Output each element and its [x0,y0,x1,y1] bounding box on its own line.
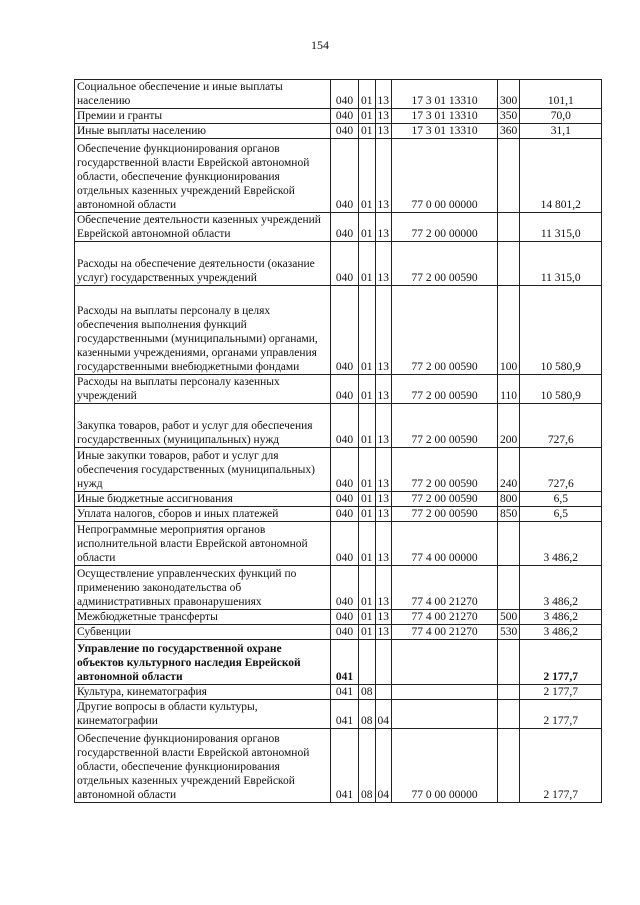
row-expense-type-cell: 530 [498,625,520,640]
row-target-item-cell: 77 2 00 00590 [392,375,498,404]
row-name-cell: Культура, кинематография [75,685,331,700]
table-row [75,685,602,700]
table-row [75,109,602,124]
row-ved-cell: 040 [331,522,359,566]
row-name-cell: Закупка товаров, работ и услуг для обеспечения государственных (муниципальных) нужд [75,404,331,448]
row-expense-type-cell: 360 [498,124,520,139]
row-subsection-cell: 04 [375,700,392,729]
row-amount-cell: 101,1 [520,80,602,109]
row-target-item-cell: 77 2 00 00000 [392,213,498,242]
row-expense-type-cell: 110 [498,375,520,404]
budget-table [74,79,602,803]
table-row [75,286,602,375]
row-section-cell [359,640,376,685]
row-ved-cell: 041 [331,700,359,729]
row-expense-type-cell: 240 [498,448,520,492]
row-expense-type-cell: 350 [498,109,520,124]
row-amount-cell: 3 486,2 [520,625,602,640]
table-row [75,507,602,522]
table-row [75,448,602,492]
row-subsection-cell: 13 [375,139,392,213]
row-target-item-cell: 77 2 00 00590 [392,507,498,522]
row-section-cell: 01 [359,139,376,213]
row-name-cell: Обеспечение функционирования органов государственной власти Еврейской автономной области, обеспечение функционирования отдельных казенных учреждений Еврейской автономной области [75,139,331,213]
row-expense-type-cell: 500 [498,610,520,625]
row-ved-cell: 041 [331,685,359,700]
row-amount-cell: 2 177,7 [520,685,602,700]
row-target-item-cell: 77 4 00 21270 [392,566,498,610]
table-row [75,375,602,404]
row-ved-cell: 041 [331,729,359,803]
row-target-item-cell: 77 2 00 00590 [392,404,498,448]
row-expense-type-cell [498,139,520,213]
row-amount-cell: 3 486,2 [520,522,602,566]
row-target-item-cell: 77 4 00 21270 [392,625,498,640]
row-ved-cell: 040 [331,448,359,492]
row-amount-cell: 6,5 [520,492,602,507]
row-amount-cell: 2 177,7 [520,700,602,729]
row-name-cell: Обеспечение функционирования органов государственной власти Еврейской автономной области, обеспечение функционирования отдельных казенных учреждений Еврейской автономной области [75,729,331,803]
row-section-cell: 01 [359,610,376,625]
row-target-item-cell: 77 4 00 00000 [392,522,498,566]
row-target-item-cell: 17 3 01 13310 [392,109,498,124]
row-name-cell: Расходы на выплаты персоналу казенных учреждений [75,375,331,404]
row-name-cell: Управление по государственной охране объектов культурного наследия Еврейской автономной области [75,640,331,685]
table-row [75,625,602,640]
row-ved-cell: 040 [331,507,359,522]
row-section-cell: 01 [359,80,376,109]
row-amount-cell: 11 315,0 [520,242,602,286]
row-name-cell: Обеспечение деятельности казенных учреждений Еврейской автономной области [75,213,331,242]
table-row [75,700,602,729]
row-subsection-cell: 13 [375,492,392,507]
row-name-cell: Субвенции [75,625,331,640]
table-row [75,404,602,448]
row-name-cell: Премии и гранты [75,109,331,124]
row-section-cell: 01 [359,566,376,610]
row-ved-cell: 040 [331,492,359,507]
row-amount-cell: 2 177,7 [520,729,602,803]
page-number: 154 [311,38,329,52]
row-subsection-cell: 13 [375,566,392,610]
row-subsection-cell: 13 [375,124,392,139]
row-expense-type-cell [498,566,520,610]
row-target-item-cell: 77 2 00 00590 [392,448,498,492]
row-target-item-cell [392,700,498,729]
row-ved-cell: 040 [331,566,359,610]
row-expense-type-cell: 800 [498,492,520,507]
row-name-cell: Осуществление управленческих функций по применению законодательства об административных правонарушениях [75,566,331,610]
row-target-item-cell [392,640,498,685]
row-amount-cell: 14 801,2 [520,139,602,213]
table-row [75,242,602,286]
row-subsection-cell: 13 [375,610,392,625]
row-target-item-cell: 17 3 01 13310 [392,80,498,109]
row-expense-type-cell: 850 [498,507,520,522]
row-section-cell: 01 [359,404,376,448]
row-amount-cell: 11 315,0 [520,213,602,242]
row-amount-cell: 31,1 [520,124,602,139]
row-ved-cell: 040 [331,625,359,640]
row-name-cell: Другие вопросы в области культуры, кинематографии [75,700,331,729]
row-subsection-cell: 13 [375,80,392,109]
row-expense-type-cell [498,640,520,685]
row-name-cell: Иные бюджетные ассигнования [75,492,331,507]
row-section-cell: 01 [359,492,376,507]
row-ved-cell: 040 [331,124,359,139]
row-subsection-cell: 13 [375,625,392,640]
row-name-cell: Иные выплаты населению [75,124,331,139]
row-subsection-cell: 13 [375,404,392,448]
row-amount-cell: 3 486,2 [520,566,602,610]
row-subsection-cell: 13 [375,522,392,566]
row-expense-type-cell: 300 [498,80,520,109]
row-ved-cell: 040 [331,80,359,109]
row-target-item-cell: 17 3 01 13310 [392,124,498,139]
row-section-cell: 01 [359,124,376,139]
row-name-cell: Межбюджетные трансферты [75,610,331,625]
row-section-cell: 01 [359,507,376,522]
table-row [75,124,602,139]
row-expense-type-cell: 100 [498,286,520,375]
row-target-item-cell [392,685,498,700]
row-name-cell: Иные закупки товаров, работ и услуг для обеспечения государственных (муниципальных) нужд [75,448,331,492]
row-amount-cell: 6,5 [520,507,602,522]
table-row [75,80,602,109]
row-section-cell: 01 [359,109,376,124]
row-subsection-cell: 13 [375,375,392,404]
row-section-cell: 01 [359,242,376,286]
row-expense-type-cell [498,242,520,286]
row-section-cell: 01 [359,625,376,640]
row-subsection-cell: 13 [375,507,392,522]
row-section-cell: 01 [359,522,376,566]
row-name-cell: Социальное обеспечение и иные выплаты населению [75,80,331,109]
row-section-cell: 08 [359,685,376,700]
row-section-cell: 08 [359,700,376,729]
row-subsection-cell [375,640,392,685]
row-section-cell: 01 [359,286,376,375]
row-section-cell: 01 [359,375,376,404]
row-subsection-cell [375,685,392,700]
table-row [75,492,602,507]
row-ved-cell: 040 [331,213,359,242]
row-section-cell: 01 [359,213,376,242]
row-section-cell: 08 [359,729,376,803]
row-expense-type-cell: 200 [498,404,520,448]
row-name-cell: Расходы на выплаты персоналу в целях обеспечения выполнения функций государственными (муниципальными) органами, казенными учреждениями, органами управления государственными внебюджетными фондами [75,286,331,375]
row-expense-type-cell [498,700,520,729]
row-amount-cell: 2 177,7 [520,640,602,685]
row-expense-type-cell [498,685,520,700]
row-target-item-cell: 77 4 00 21270 [392,610,498,625]
row-target-item-cell: 77 2 00 00590 [392,242,498,286]
row-ved-cell: 040 [331,139,359,213]
table-row [75,566,602,610]
budget-table-body [75,80,602,803]
row-subsection-cell: 13 [375,109,392,124]
row-subsection-cell: 13 [375,242,392,286]
table-row [75,522,602,566]
row-subsection-cell: 13 [375,286,392,375]
row-target-item-cell: 77 2 00 00590 [392,286,498,375]
table-row [75,610,602,625]
row-ved-cell: 040 [331,242,359,286]
row-name-cell: Уплата налогов, сборов и иных платежей [75,507,331,522]
row-amount-cell: 10 580,9 [520,286,602,375]
row-subsection-cell: 13 [375,448,392,492]
row-section-cell: 01 [359,448,376,492]
row-ved-cell: 041 [331,640,359,685]
row-amount-cell: 727,6 [520,448,602,492]
row-amount-cell: 3 486,2 [520,610,602,625]
row-expense-type-cell [498,729,520,803]
row-ved-cell: 040 [331,610,359,625]
row-subsection-cell: 13 [375,213,392,242]
row-name-cell: Непрограммные мероприятия органов исполнительной власти Еврейской автономной области [75,522,331,566]
row-target-item-cell: 77 0 00 00000 [392,139,498,213]
row-ved-cell: 040 [331,286,359,375]
table-row [75,139,602,213]
row-expense-type-cell [498,522,520,566]
row-ved-cell: 040 [331,404,359,448]
row-ved-cell: 040 [331,109,359,124]
table-row [75,640,602,685]
row-target-item-cell: 77 2 00 00590 [392,492,498,507]
row-target-item-cell: 77 0 00 00000 [392,729,498,803]
row-amount-cell: 10 580,9 [520,375,602,404]
row-ved-cell: 040 [331,375,359,404]
row-name-cell: Расходы на обеспечение деятельности (оказание услуг) государственных учреждений [75,242,331,286]
row-amount-cell: 727,6 [520,404,602,448]
table-row [75,729,602,803]
row-expense-type-cell [498,213,520,242]
table-row [75,213,602,242]
row-amount-cell: 70,0 [520,109,602,124]
row-subsection-cell: 04 [375,729,392,803]
